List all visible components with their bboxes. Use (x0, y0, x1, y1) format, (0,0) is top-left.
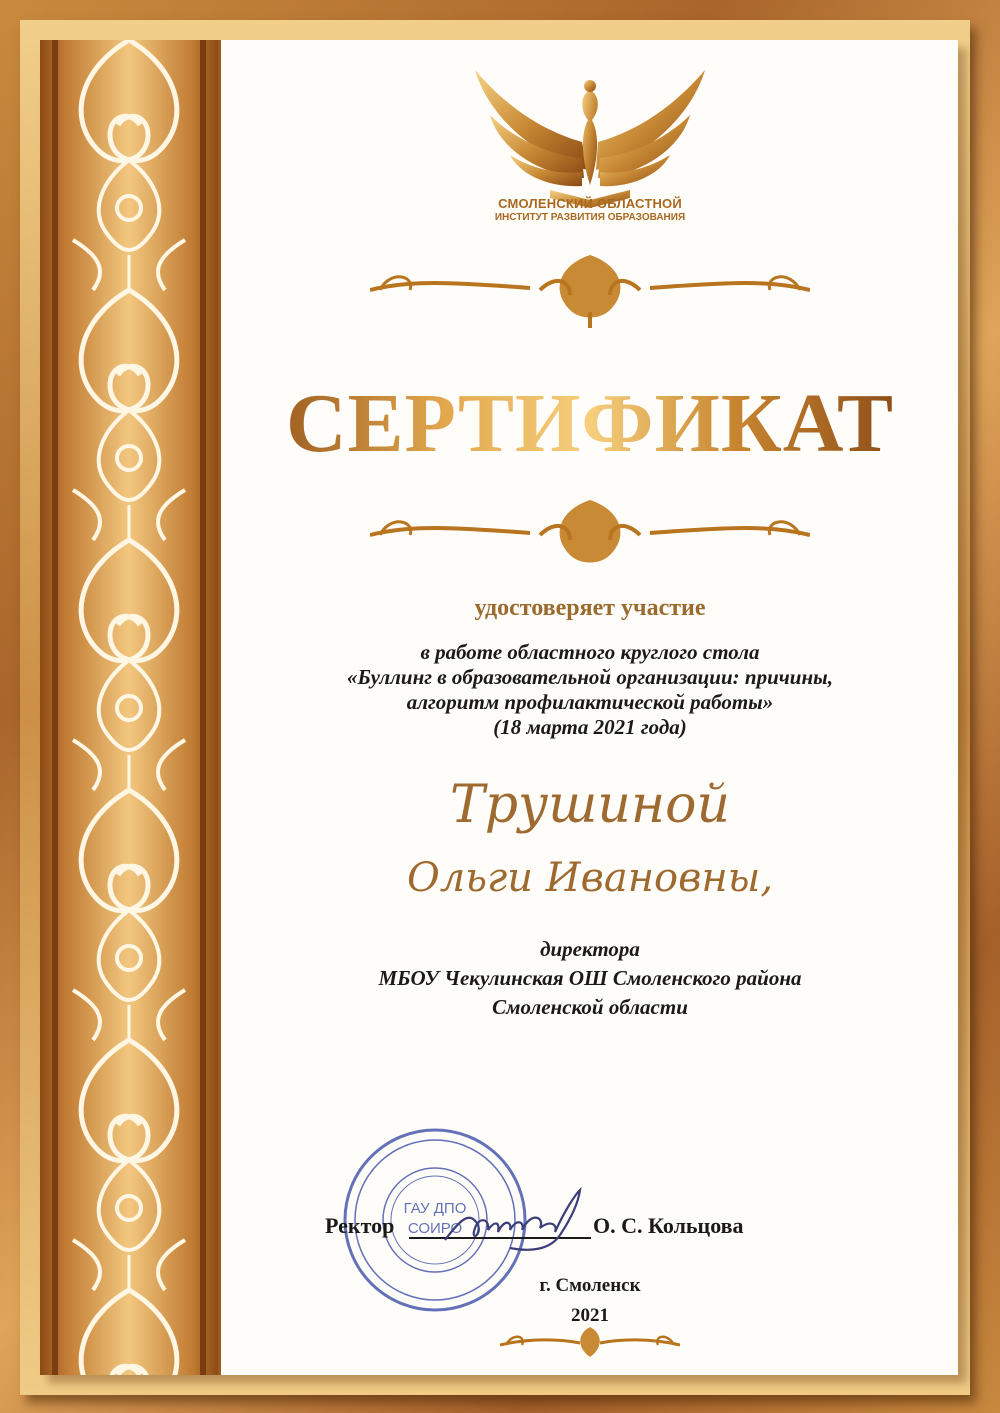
issue-city: г. Смоленск (539, 1275, 641, 1296)
logo-line-2: ИНСТИТУТ РАЗВИТИЯ ОБРАЗОВАНИЯ (494, 212, 686, 223)
recipient-given-name: Ольги Ивановны, (406, 855, 774, 901)
event-line-3: алгоритм профилактической работы» (406, 690, 774, 714)
issue-year: 2021 (571, 1305, 609, 1326)
ornament-border (40, 40, 221, 1375)
certificate-subheading: удостоверяет участие (474, 595, 706, 621)
floral-ornament-icon (58, 40, 200, 1375)
event-line-2: «Буллинг в образовательной организации: причины, (347, 665, 833, 689)
position-role: директора (540, 937, 640, 961)
phoenix-logo-icon (470, 60, 710, 210)
signatory-name: О. С. Кольцова (593, 1213, 744, 1238)
event-line-4: (18 марта 2021 года) (493, 715, 687, 739)
certificate-title: СЕРТИФИКАТ (230, 375, 950, 472)
position-org-line-2: Смоленской области (492, 995, 688, 1019)
recipient-position (230, 935, 950, 1022)
position-org-line-1: МБОУ Чекулинская ОШ Смоленского района (378, 966, 802, 990)
bottom-ornament-icon (500, 1323, 680, 1363)
event-description (230, 640, 950, 740)
middle-divider-ornament-icon (370, 495, 810, 575)
stamp-center-text-2: СОИРО (407, 1220, 463, 1237)
event-line-1: в работе областного круглого стола (420, 640, 760, 664)
handwritten-signature (440, 1180, 590, 1260)
certificate-content (230, 40, 950, 1375)
stamp-center-text: ГАУ ДПО (403, 1200, 467, 1217)
top-divider-ornament-icon (370, 250, 810, 330)
signature-label: Ректор (325, 1213, 395, 1238)
ornament-edge-right (200, 40, 206, 1375)
logo-line-1: СМОЛЕНСКИЙ ОБЛАСТНОЙ (498, 196, 682, 211)
recipient-surname: Трушиной (450, 775, 730, 835)
